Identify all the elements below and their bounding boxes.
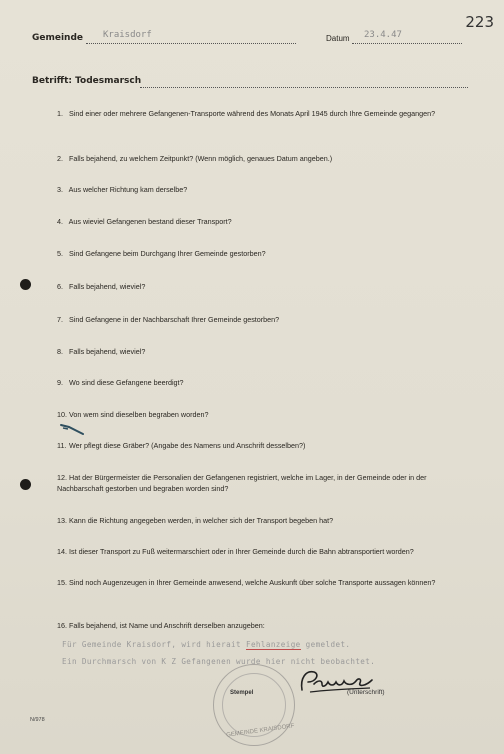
question-number: 1.: [57, 109, 63, 118]
question-number: 14.: [57, 547, 67, 556]
gemeinde-dotted-line: [86, 43, 296, 44]
question-item: [57, 184, 467, 195]
question-number: 16.: [57, 621, 67, 630]
datum-value: 23.4.47: [364, 30, 402, 40]
punch-hole: [20, 479, 31, 490]
question-item: [57, 346, 467, 357]
answer-line-1-suffix: gemeldet.: [300, 640, 351, 649]
question-number: 6.: [57, 282, 63, 291]
question-item: [57, 440, 467, 451]
betrifft-dotted-line: [140, 87, 468, 88]
question-text: Ist dieser Transport zu Fuß weitermarschiert oder in Ihrer Gemeinde durch die Bahn abtransportiert worden?: [69, 547, 414, 556]
question-number: 2.: [57, 154, 63, 163]
pencil-mark: [59, 422, 87, 436]
answer-fehlanzeige: Fehlanzeige: [245, 640, 301, 649]
question-number: 9.: [57, 378, 63, 387]
question-item: [57, 248, 467, 259]
question-text: Sind Gefangene beim Durchgang Ihrer Gemeinde gestorben?: [69, 249, 266, 258]
question-item: [57, 577, 467, 588]
gemeinde-label: Gemeinde: [32, 33, 84, 43]
question-text: Aus welcher Richtung kam derselbe?: [68, 185, 188, 194]
question-item: [57, 281, 467, 292]
punch-hole: [20, 279, 31, 290]
page-number: 223: [465, 13, 494, 31]
question-text: Sind Gefangene in der Nachbarschaft Ihrer Gemeinde gestorben?: [69, 315, 280, 324]
gemeinde-field: [32, 32, 83, 43]
question-text: Falls bejahend, wieviel?: [69, 347, 146, 356]
question-number: 7.: [57, 315, 63, 324]
question-item: [57, 472, 467, 494]
question-text: Von wem sind dieselben begraben worden?: [69, 410, 209, 419]
question-item: [57, 108, 467, 119]
stamp-text: GEMEINDE KRAISDORF: [225, 723, 295, 739]
form-code: N/978: [30, 717, 45, 723]
question-text: Sind noch Augenzeugen in Ihrer Gemeinde anwesend, welche Auskunft über solche Transporte aussagen können?: [69, 578, 436, 587]
question-item: [57, 620, 467, 631]
question-text: Falls bejahend, ist Name und Anschrift derselben anzugeben:: [69, 621, 265, 630]
question-text: Kann die Richtung angegeben werden, in welcher sich der Transport begeben hat?: [69, 516, 334, 525]
question-text: Sind einer oder mehrere Gefangenen-Transporte während des Monats April 1945 durch Ihre Gemeinde gegangen?: [69, 109, 436, 118]
question-text: Wer pflegt diese Gräber? (Angabe des Namens und Anschrift desselben?): [69, 441, 306, 450]
question-number: 11.: [57, 441, 67, 450]
question-text: Wo sind diese Gefangene beerdigt?: [69, 378, 184, 387]
question-number: 12.: [57, 473, 67, 482]
datum-field: [326, 34, 350, 43]
question-item: [57, 153, 467, 164]
question-item: [57, 314, 467, 325]
question-text: Falls bejahend, wieviel?: [69, 282, 146, 291]
question-number: 5.: [57, 249, 63, 258]
question-number: 3.: [57, 185, 63, 194]
datum-dotted-line: [352, 43, 462, 44]
stempel-label: Stempel: [230, 690, 254, 696]
question-text: Aus wieviel Gefangenen bestand dieser Transport?: [68, 217, 232, 226]
answer-line-1: [62, 640, 350, 649]
betrifft-heading: Betrifft: Todesmarsch: [32, 76, 142, 86]
question-number: 10.: [57, 410, 67, 419]
question-item: [57, 546, 467, 557]
question-number: 4.: [57, 217, 63, 226]
question-number: 15.: [57, 578, 67, 587]
gemeinde-value: Kraisdorf: [103, 30, 152, 40]
question-text: Hat der Bürgermeister die Personalien der Gefangenen registriert, welche im Lager, in der Gemeinde oder in der Nachbarschaft gestorben und begraben worden sind?: [57, 473, 427, 493]
answer-line-2: Ein Durchmarsch von K Z Gefangenen wurde hier nicht beobachtet.: [62, 657, 376, 666]
unterschrift-label: (Unterschrift): [347, 689, 385, 696]
question-text: Falls bejahend, zu welchem Zeitpunkt? (Wenn möglich, genaues Datum angeben.): [69, 154, 333, 163]
answer-line-1-prefix: Für Gemeinde Kraisdorf, wird hierait: [62, 640, 246, 649]
question-item: [57, 216, 467, 227]
question-item: [57, 515, 467, 526]
datum-label: Datum: [326, 34, 350, 43]
question-number: 8.: [57, 347, 63, 356]
question-item: [57, 377, 467, 388]
question-number: 13.: [57, 516, 67, 525]
question-item: [57, 409, 467, 420]
